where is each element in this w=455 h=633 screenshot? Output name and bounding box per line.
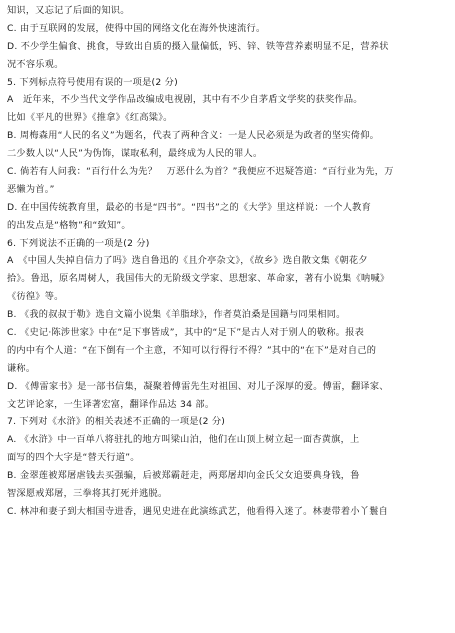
text-line: 拾》。鲁迅，原名周树人，我国伟大的无阶级文学家、思想家、革命家，著有小说集《呐喊》 [7, 273, 390, 285]
text-line: 智深愿戒郑屠，三拳将其打死并逃脱。 [7, 488, 168, 500]
answer-option: B. 《我的叔叔于勒》选自文篇小说集《羊脂球》，作者莫泊桑是国籍与同果相同。 [7, 309, 346, 321]
question-heading: 5. 下列标点符号使用有误的一项是(2 分) [7, 76, 178, 88]
answer-option: C. 倘若有人问我：“百行什么为先？ 万恶什么为首？”我便应不迟疑答道：“百行业为先，万 [7, 166, 394, 178]
text-line: 知识，又忘记了后面的知识。 [7, 5, 130, 16]
answer-option: B. 金翠莲被郑屠虐钱去买强骗，后被郑霸赶走，两郑屠却向金氏父女追要典身钱，鲁 [7, 470, 360, 482]
answer-option: B. 周梅森用“人民的名义”为题名，代表了两种含义：一是人民必须是为政者的坚实倚仰。 [7, 130, 380, 142]
text-line: 况不容乐观。 [7, 58, 64, 70]
answer-option: A 《中国人失掉自信力了吗》选自鲁迅的《且介亭杂文》，《故乡》选自散文集《朝花夕 [7, 255, 368, 267]
text-line: 谦称。 [7, 362, 36, 374]
answer-option: A 近年来，不少当代文学作品改编成电视剧，其中有不少自茅盾文学奖的获奖作品。 [7, 94, 363, 106]
text-line: 《彷徨》等。 [7, 291, 64, 303]
answer-option: A. 《水浒》中一百单八将驻扎的地方叫梁山泊，他们在山顶上树立起一面杏黄旗，上 [7, 434, 360, 446]
text-line: 面写的四个大字是“替天行道”。 [7, 452, 140, 464]
answer-option: D. 在中国传统教育里，最必的书是“四书”。“四书”之的《大学》里这样说：一个人教育 [7, 201, 372, 213]
text-line: 比如《平凡的世界》《推拿》《红高粱》。 [7, 112, 173, 124]
question-heading: 7. 下列对《水浒》的相关表述不正确的一项是(2 分) [7, 416, 226, 428]
text-line: 二少数人以“人民”为伪饰，谋取私利，最终成为人民的罪人。 [7, 148, 263, 160]
text-line: 的内中有个人道：“在下倒有一个主意，不知可以行得行不得？”其中的“在下”是对自己的 [7, 344, 377, 356]
answer-option: D. 不少学生偏食、挑食，导致出自质的摄入量偏低，钙、锌、铁等营养素明显不足，营养状 [7, 40, 389, 52]
question-heading: 6. 下列说法不正确的一项是(2 分) [7, 237, 150, 249]
text-line: 文艺评论家，一生译著宏富，翻译作品达 34 部。 [7, 398, 215, 410]
text-line: 恶懒为首。” [7, 183, 55, 195]
text-line: 的出发点是“格物”和“致知”。 [7, 219, 131, 231]
answer-option: D. 《傅雷家书》是一部书信集，凝聚着傅雷先生对祖国、对儿子深厚的爱。傅雷，翻译家、 [7, 380, 389, 392]
answer-option: C. 由于互联网的发展，使得中国的网络文化在海外快速流行。 [7, 22, 266, 34]
answer-option: C. 《史记·陈涉世家》中在“足下事皆成”，其中的“足下”是古人对于别人的敬称。报表 [7, 327, 365, 339]
answer-option: C. 林冲和妻子到大相国寺进香，遇见史进在此演练武艺，他看得入迷了。林妻带着小丫鬟自 [7, 505, 389, 517]
